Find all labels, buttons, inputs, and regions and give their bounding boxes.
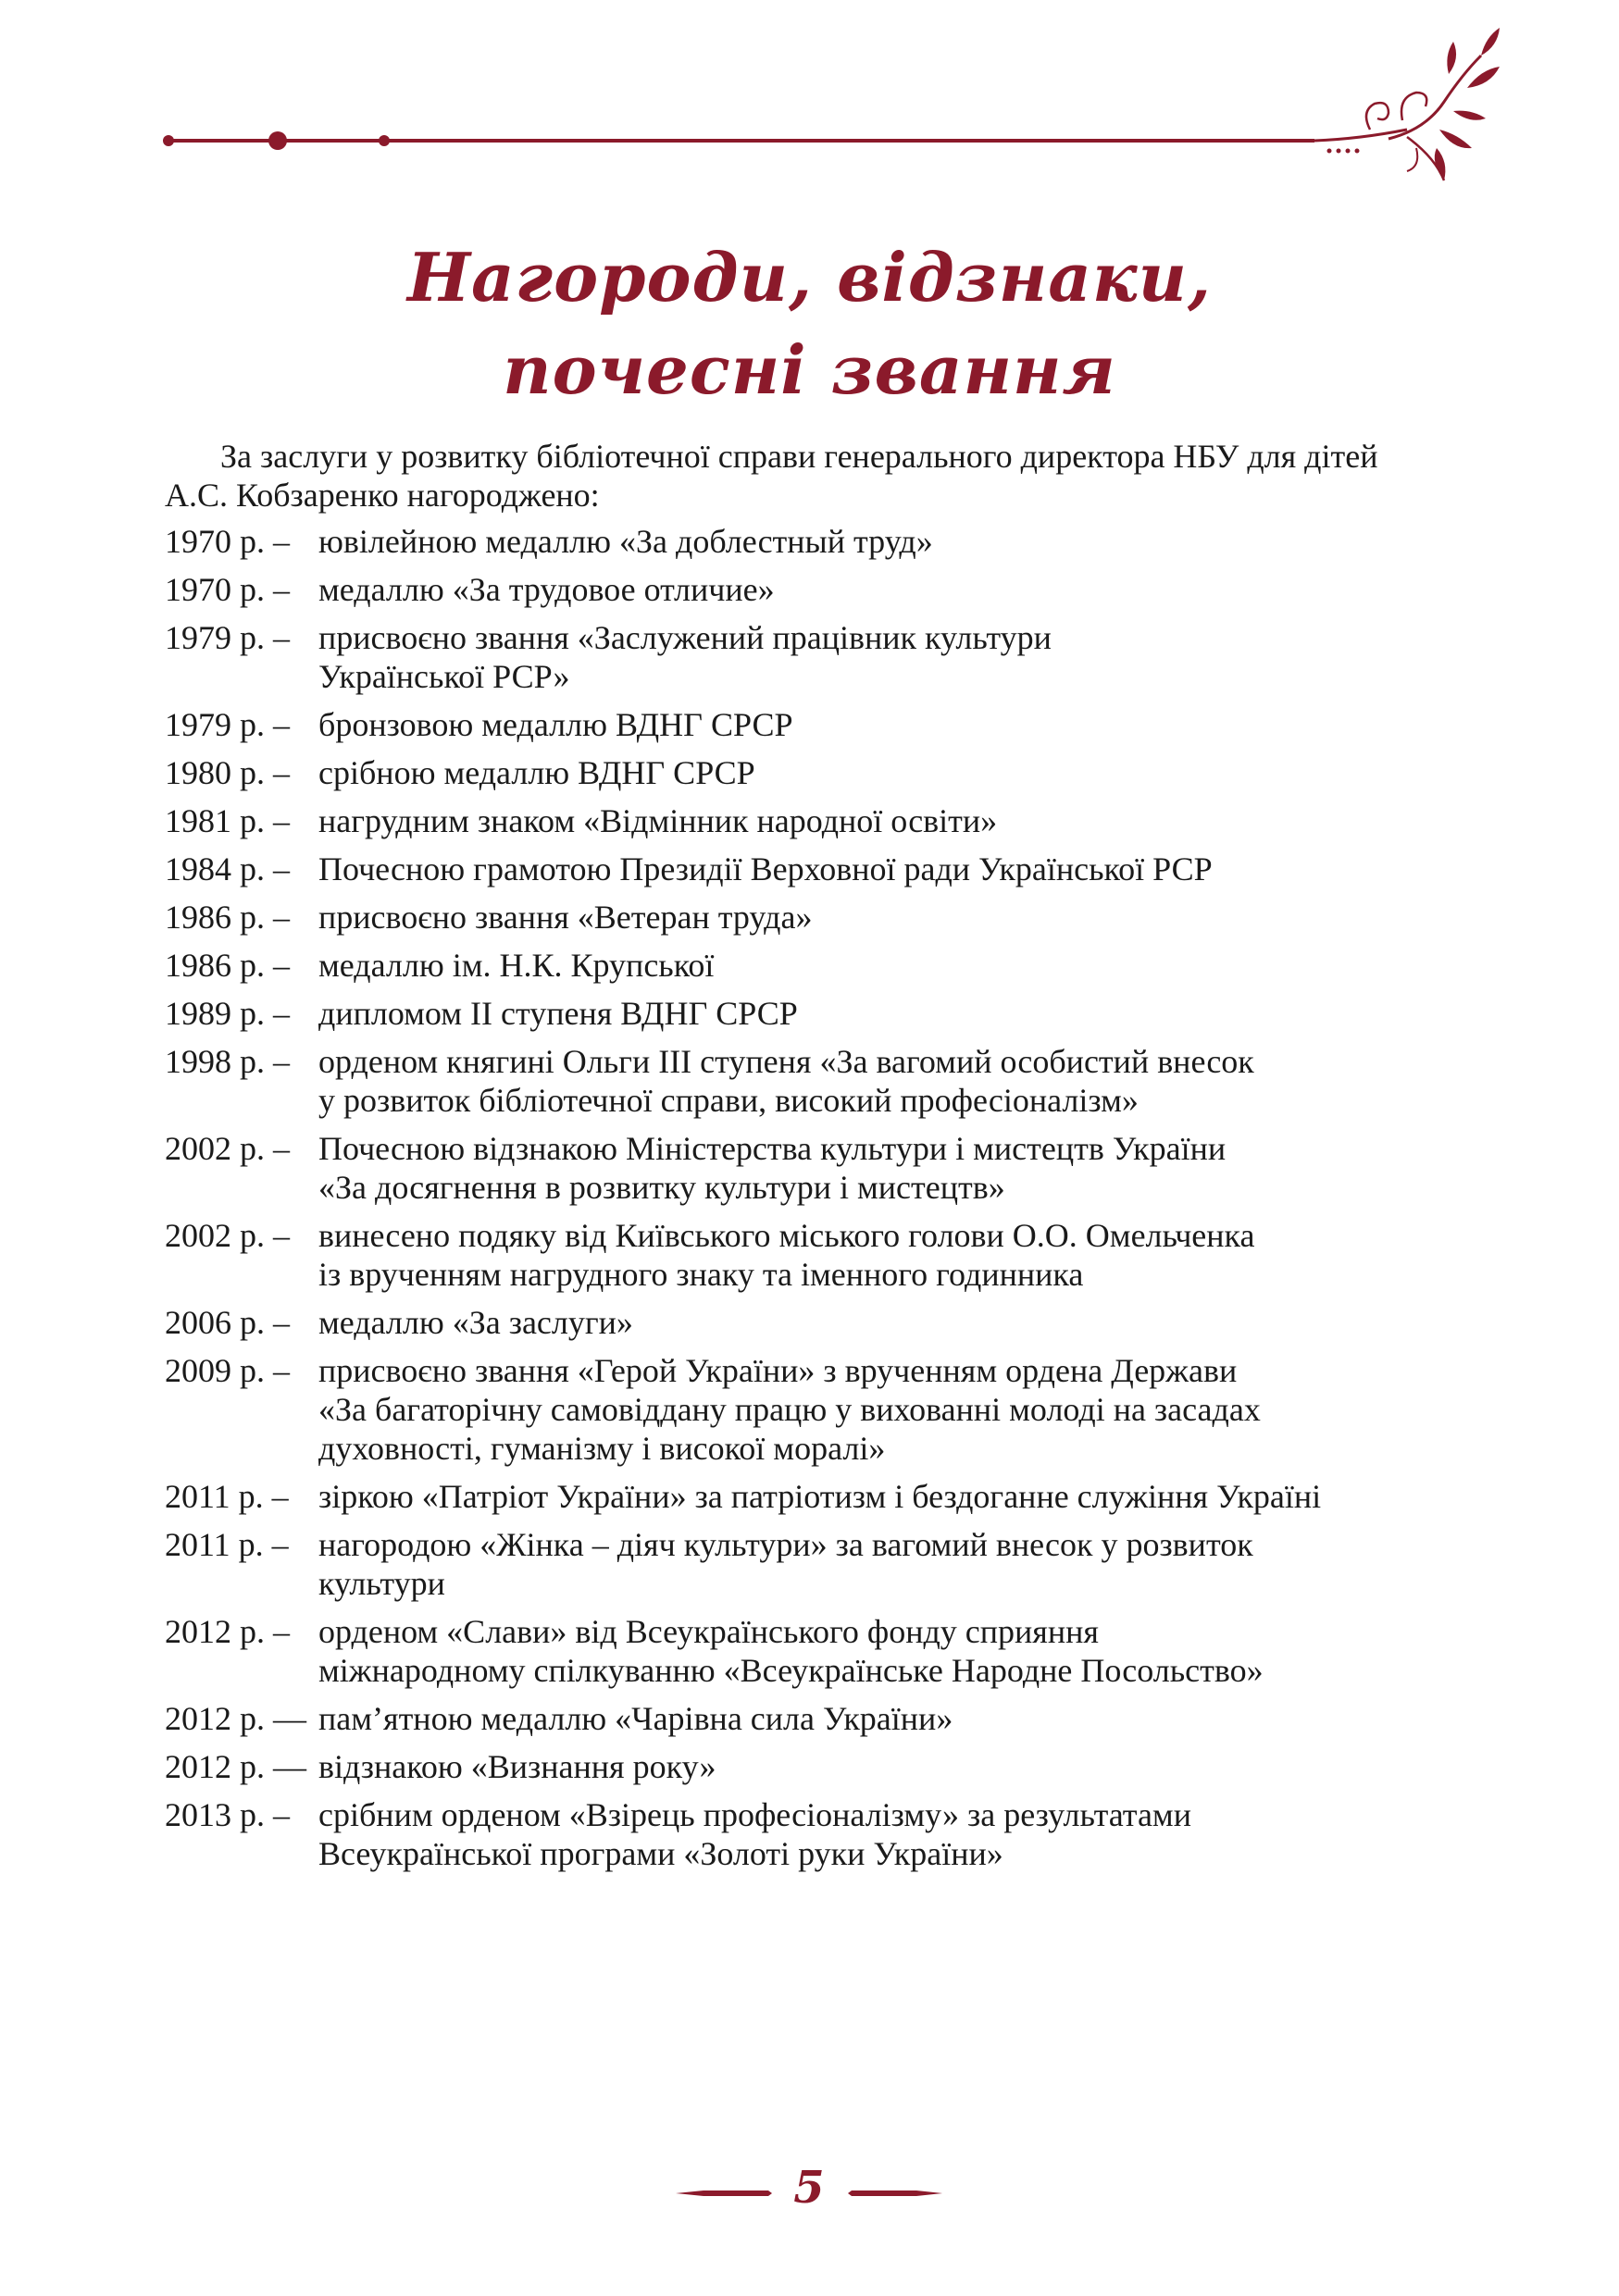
award-description: [318, 753, 1461, 792]
award-year: 1986 р. –: [165, 947, 290, 984]
award-entry: [165, 705, 1461, 744]
award-year: 2012 р. —: [165, 1700, 306, 1737]
award-description: [318, 1129, 1461, 1207]
award-year: 2013 р. –: [165, 1796, 290, 1833]
award-description: [318, 898, 1461, 937]
award-description-line: нагородою «Жінка – діяч культури» за вагомий внесок у розвиток: [318, 1526, 1253, 1563]
award-description: [318, 1699, 1461, 1738]
award-description-line: Почесною відзнакою Міністерства культури і мистецтв України: [318, 1130, 1227, 1167]
award-year: 1979 р. –: [165, 706, 290, 743]
award-description: [318, 946, 1461, 985]
award-description-line: орденом княгині Ольги ІІІ ступеня «За вагомий особистий внесок: [318, 1043, 1254, 1080]
award-description-line: культури: [318, 1565, 445, 1602]
award-description: [318, 1216, 1461, 1294]
intro-paragraph: За заслуги у розвитку бібліотечної справи генерального директора НБУ для дітей А.С. Кобзаренко нагороджено:: [165, 438, 1378, 514]
award-entry: [165, 1612, 1461, 1690]
award-year: 2002 р. –: [165, 1217, 290, 1254]
award-year: 2006 р. –: [165, 1304, 290, 1341]
award-entry: [165, 1351, 1461, 1468]
award-description-line: медаллю ім. Н.К. Крупської: [318, 947, 715, 984]
award-description-line: бронзовою медаллю ВДНГ СРСР: [318, 706, 793, 743]
award-description: [318, 618, 1461, 696]
header-ornament: [0, 0, 1619, 204]
award-description-line: міжнародному спілкуванню «Всеукраїнське Народне Посольство»: [318, 1652, 1264, 1689]
award-description-line: духовності, гуманізму і високої моралі»: [318, 1430, 886, 1467]
award-year: 1970 р. –: [165, 571, 290, 608]
award-description: [318, 994, 1461, 1033]
award-entry: [165, 1525, 1461, 1603]
award-description: [318, 850, 1461, 888]
award-description-line: зіркою «Патріот України» за патріотизм і бездоганне служіння Україні: [318, 1478, 1322, 1515]
page-number: 5: [793, 2162, 825, 2214]
award-entry: [165, 850, 1461, 888]
award-description: [318, 1612, 1461, 1690]
award-description-line: Української РСР»: [318, 658, 570, 695]
award-description: [318, 1351, 1461, 1468]
award-description-line: із врученням нагрудного знаку та іменного годинника: [318, 1256, 1084, 1293]
award-description-line: у розвиток бібліотечної справи, високий професіоналізм»: [318, 1082, 1139, 1119]
award-entry: [165, 570, 1461, 609]
award-description-line: дипломом ІІ ступеня ВДНГ СРСР: [318, 995, 798, 1032]
award-description: [318, 1303, 1461, 1342]
award-entry: [165, 1129, 1461, 1207]
award-description: [318, 1795, 1461, 1873]
award-description-line: нагрудним знаком «Відмінник народної освіти»: [318, 802, 998, 839]
award-entry: [165, 801, 1461, 840]
award-description-line: присвоєно звання «Ветеран труда»: [318, 899, 813, 936]
award-entry: [165, 1303, 1461, 1342]
award-entry: [165, 522, 1461, 561]
award-description-line: винесено подяку від Київського міського голови О.О. Омельченка: [318, 1217, 1255, 1254]
award-year: 1979 р. –: [165, 619, 290, 656]
award-entry: [165, 946, 1461, 985]
award-year: 2012 р. –: [165, 1613, 290, 1650]
award-description: [318, 522, 1461, 561]
awards-section: [165, 437, 1461, 1882]
award-year: 1998 р. –: [165, 1043, 290, 1080]
award-year: 2012 р. —: [165, 1748, 306, 1785]
award-description-line: срібним орденом «Взірець професіоналізму» за результатами: [318, 1796, 1191, 1833]
award-entry: [165, 1477, 1461, 1516]
award-description-line: «За досягнення в розвитку культури і мистецтв»: [318, 1169, 1005, 1206]
award-description-line: Всеукраїнської програми «Золоті руки України»: [318, 1835, 1003, 1872]
award-year: 1970 р. –: [165, 523, 290, 560]
title-line-1: Нагороди, відзнаки,: [406, 238, 1213, 316]
award-description-line: срібною медаллю ВДНГ СРСР: [318, 754, 755, 791]
award-description-line: орденом «Слави» від Всеукраїнського фонду сприяння: [318, 1613, 1099, 1650]
award-entry: [165, 1747, 1461, 1786]
award-description-line: ювілейною медаллю «За доблестный труд»: [318, 523, 933, 560]
award-description-line: «За багаторічну самовіддану працю у вихованні молоді на засадах: [318, 1391, 1261, 1428]
page-title: [0, 231, 1619, 416]
award-description: [318, 1042, 1461, 1120]
award-description: [318, 705, 1461, 744]
award-description: [318, 570, 1461, 609]
award-entry: [165, 898, 1461, 937]
award-description: [318, 1747, 1461, 1786]
award-year: 1981 р. –: [165, 802, 290, 839]
award-description: [318, 1525, 1461, 1603]
awards-list: [165, 522, 1461, 1873]
award-description-line: присвоєно звання «Заслужений працівник культури: [318, 619, 1052, 656]
award-entry: [165, 1216, 1461, 1294]
award-year: 2002 р. –: [165, 1130, 290, 1167]
award-description-line: присвоєно звання «Герой України» з врученням ордена Держави: [318, 1352, 1238, 1389]
award-description-line: Почесною грамотою Президії Верховної ради Української РСР: [318, 850, 1213, 887]
award-description-line: медаллю «За трудовое отличие»: [318, 571, 775, 608]
award-description-line: відзнакою «Визнання року»: [318, 1748, 716, 1785]
award-description: [318, 801, 1461, 840]
award-description-line: медаллю «За заслуги»: [318, 1304, 633, 1341]
award-description: [318, 1477, 1461, 1516]
award-year: 1989 р. –: [165, 995, 290, 1032]
award-year: 2009 р. –: [165, 1352, 290, 1389]
award-entry: [165, 994, 1461, 1033]
award-year: 1986 р. –: [165, 899, 290, 936]
award-entry: [165, 1795, 1461, 1873]
award-year: 2011 р. –: [165, 1526, 289, 1563]
award-entry: [165, 753, 1461, 792]
award-year: 2011 р. –: [165, 1478, 289, 1515]
award-entry: [165, 1042, 1461, 1120]
award-year: 1980 р. –: [165, 754, 290, 791]
award-entry: [165, 1699, 1461, 1738]
title-line-2: почесні звання: [503, 330, 1116, 409]
award-entry: [165, 618, 1461, 696]
award-description-line: пам’ятною медаллю «Чарівна сила України»: [318, 1700, 953, 1737]
award-year: 1984 р. –: [165, 850, 290, 887]
